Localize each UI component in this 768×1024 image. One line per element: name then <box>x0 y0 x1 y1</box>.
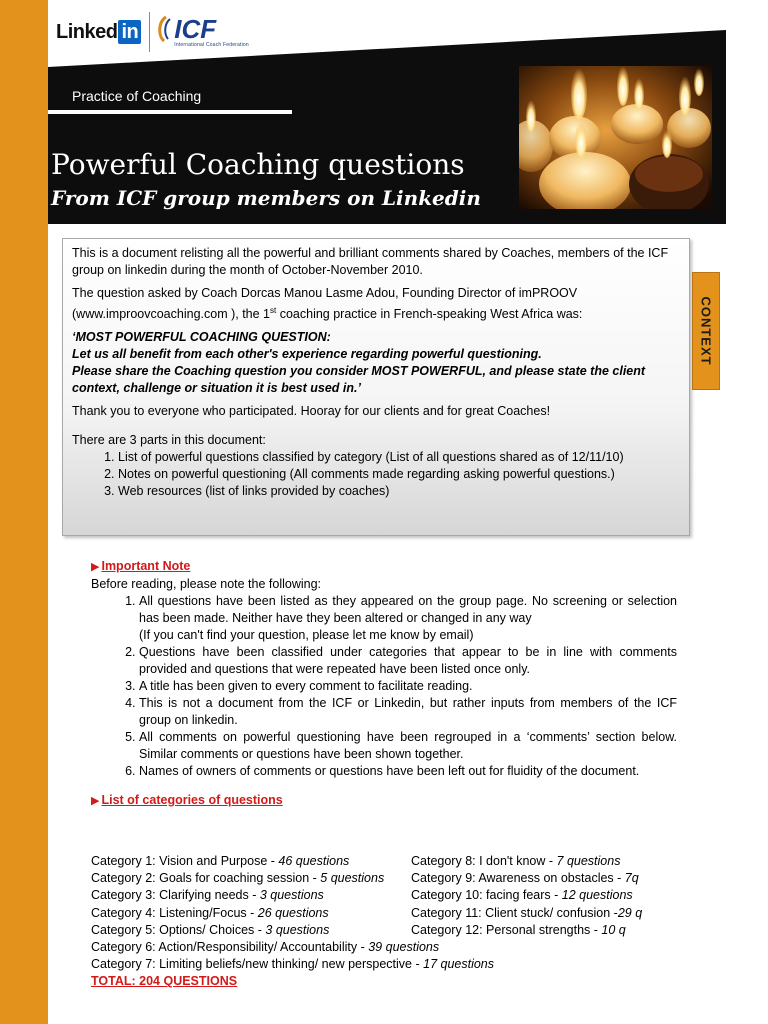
linkedin-logo: Linked in <box>56 20 141 44</box>
list-item: 1. List of powerful questions classified by category (List of all questions shared as of 12/11/10) <box>118 449 680 466</box>
page-subtitle: From ICF group members on Linkedin <box>51 186 481 210</box>
list-item: 4. This is not a document from the ICF or Linkedin, but rather inputs from members of the ICF group on linkedin. <box>139 695 677 729</box>
section-label: Practice of Coaching <box>72 88 202 104</box>
context-thanks: Thank you to everyone who participated. Hooray for our clients and for great Coaches! <box>72 404 551 419</box>
categories-list <box>91 853 691 991</box>
section-rule <box>48 110 292 114</box>
icf-logo: ICF International Coach Federation <box>156 16 249 48</box>
list-item: 3. Web resources (list of links provided by coaches) <box>118 483 680 500</box>
category-row: Category 2: Goals for coaching session - 5 questions Category 9: Awareness on obstacles - 7q <box>91 871 639 886</box>
important-note-intro: Before reading, please note the following: <box>91 577 322 591</box>
category-row: Category 5: Options/ Choices - 3 questions Category 12: Personal strengths - 10 q <box>91 922 626 937</box>
logo-bar <box>56 10 249 54</box>
list-item: 2. Notes on powerful questioning (All comments made regarding asking powerful questions.) <box>118 466 680 483</box>
category-row: Category 1: Vision and Purpose - 46 questions Category 8: I don't know - 7 questions <box>91 854 621 868</box>
notes-list <box>91 593 677 780</box>
category-row: Category 6: Action/Responsibility/ Accountability - 39 questions <box>91 940 440 955</box>
list-item: 1. All questions have been listed as they appeared on the group page. No screening or selection has been made. Neither have they been altered or changed in any way (If you can't find your question, please let me know by email) <box>139 593 677 644</box>
category-row: Category 3: Clarifying needs - 3 questions Category 10: facing fears - 12 questions <box>91 888 633 903</box>
list-item: 3. A title has been given to every comment to facilitate reading. <box>139 678 677 695</box>
arrow-right-icon: ▶ <box>91 795 100 807</box>
important-note-heading: ▶ Important Note <box>91 559 191 573</box>
context-intro: This is a document relisting all the powerful and brilliant comments shared by Coaches, members of the ICF group on linkedin during the month of October-November 2010. <box>72 246 669 277</box>
parts-list <box>72 449 680 500</box>
list-item: 6. Names of owners of comments or questions have been left out for fluidity of the document. <box>139 763 677 780</box>
context-box <box>62 238 690 536</box>
categories-heading: ▶ List of categories of questions <box>91 793 283 807</box>
parts-intro: There are 3 parts in this document: <box>72 433 266 448</box>
context-tab: CONTEXT <box>692 272 720 390</box>
context-question-source: The question asked by Coach Dorcas Manou Lasme Adou, Founding Director of imPROOV (www.improovcoaching.com ), the 1st coaching practice in French-speaking West Africa was: <box>72 286 583 322</box>
icf-emblem-icon <box>156 16 172 42</box>
candles-photo <box>519 66 712 209</box>
arrow-right-icon: ▶ <box>91 561 100 573</box>
important-note-section <box>91 558 677 810</box>
left-accent-stripe <box>0 0 48 1024</box>
page-title: Powerful Coaching questions <box>51 148 465 181</box>
list-item: 5. All comments on powerful questioning have been regrouped in a ‘comments’ section below. Similar comments or questions have been shown together. <box>139 729 677 763</box>
category-row: Category 7: Limiting beliefs/new thinking/ new perspective - 17 questions <box>91 957 495 972</box>
list-item: 2. Questions have been classified under categories that appear to be in line with comments provided and questions that were repeated have been listed once only. <box>139 644 677 678</box>
category-row: Category 4: Listening/Focus - 26 questions Category 11: Client stuck/ confusion -29 q <box>91 905 643 920</box>
logo-separator <box>149 12 150 52</box>
total-questions: TOTAL: 204 QUESTIONS <box>91 974 238 989</box>
context-quote: ‘MOST POWERFUL COACHING QUESTION: Let us all benefit from each other's experience regarding powerful questioning. Please share the Coaching question you consider MOST POWERFUL, and please state the client context, challenge or situation it is best used in.’ <box>72 330 646 396</box>
